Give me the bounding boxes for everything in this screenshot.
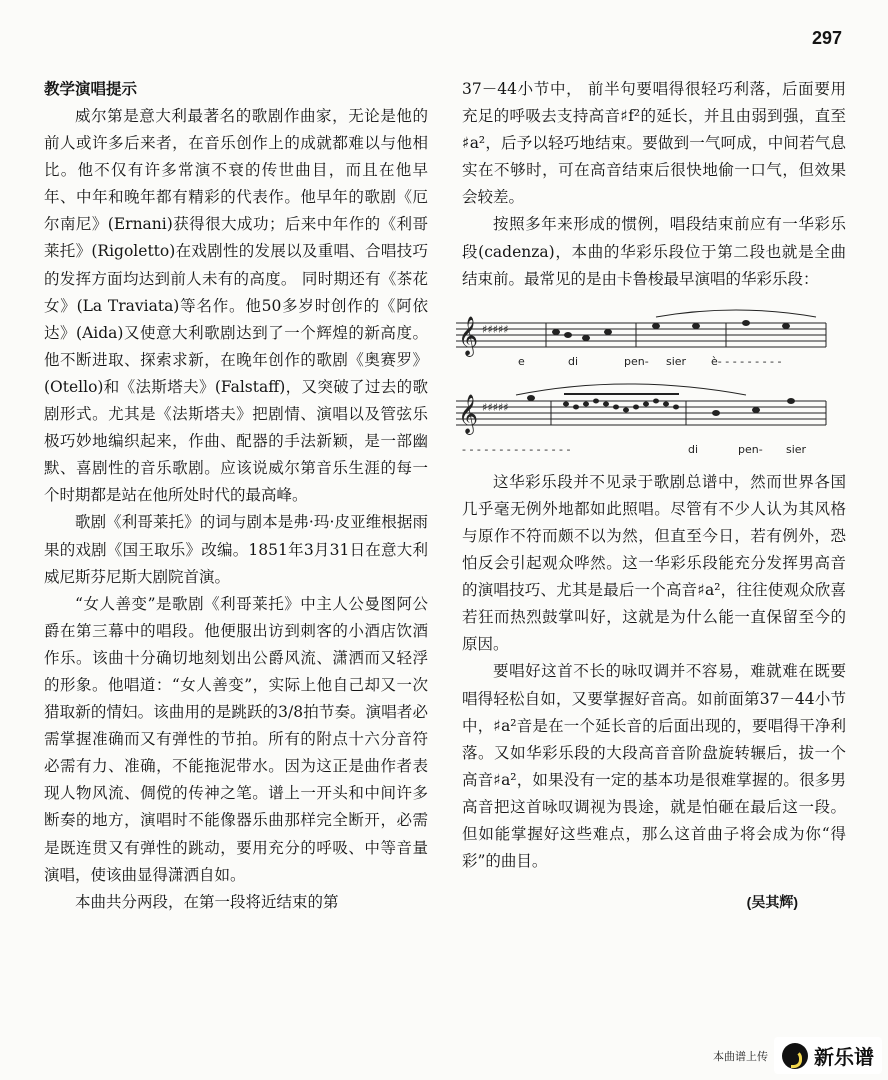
cadenza-notation xyxy=(456,303,836,463)
lyric-syllable: di xyxy=(568,354,579,368)
page-number: 297 xyxy=(811,28,842,48)
svg-text:♯♯♯♯♯: ♯♯♯♯♯ xyxy=(482,400,509,414)
lyric-syllable: di xyxy=(688,442,699,456)
svg-text:𝄞: 𝄞 xyxy=(458,393,479,434)
lyric-syllable: pen- xyxy=(738,442,763,456)
paragraph: 本曲共分两段，在第一段将近结束的第 xyxy=(75,892,339,911)
paragraph: 按照多年来形成的惯例，唱段结束前应有一华彩乐段(cadenza)，本曲的华彩乐段位于第二段也就是全曲结束前。最常见的是由卡鲁梭最早演唱的华彩乐段： xyxy=(462,215,846,288)
lyric-syllable: e xyxy=(518,354,525,368)
paragraph: 这华彩乐段并不见录于歌剧总谱中，然而世界各国几乎毫无例外地都如此照唱。尽管有不少人认为其风格与原作不符而颇不以为然，但直至今日，若有例外，恐怕反会引起观众哗然。这一华彩乐段能充分发挥男高音的演唱技巧、尤其是最后一个高音♯a²，往往使观众欣喜若狂而热烈鼓掌叫好，这就是为什么能一直保留至今的原因。 xyxy=(462,472,846,654)
paragraph: 歌剧《利哥莱托》的词与剧本是弗·玛·皮亚维根据雨果的戏剧《国王取乐》改编。1851年3月31日在意大利威尼斯芬尼斯大剧院首演。 xyxy=(44,513,428,586)
upload-note: 本曲谱上传 xyxy=(713,1050,768,1063)
lyric-syllable: pen- xyxy=(624,354,649,368)
site-logo xyxy=(774,1037,882,1074)
lyric-syllable: - - - - - - - - - - - - - - - xyxy=(462,442,571,456)
svg-text:𝄞: 𝄞 xyxy=(458,315,479,356)
music-note-icon xyxy=(782,1043,808,1069)
svg-text:♯♯♯♯♯: ♯♯♯♯♯ xyxy=(482,322,509,336)
music-score xyxy=(456,303,846,463)
paragraph: 要唱好这首不长的咏叹调并不容易，难就难在既要唱得轻松自如，又要掌握好音高。如前面第37－44小节中，♯a²音是在一个延长音的后面出现的，要唱得干净利落。又如华彩乐段的大段高音音阶盘旋转辗后，拔一个高音♯a²，如果没有一定的基本功是很难掌握的。很多男高音把这首咏叹调视为畏途，就是怕砸在最后这一段。但如能掌握好这些难点，那么这首曲子将会成为你“得彩”的曲目。 xyxy=(462,662,846,871)
lyric-syllable: sier xyxy=(666,354,687,368)
footer-watermark xyxy=(713,1037,882,1074)
left-column xyxy=(44,76,428,916)
right-column xyxy=(458,76,846,916)
paragraph: 威尔第是意大利最著名的歌剧作曲家，无论是他的前人或许多后来者，在音乐创作上的成就都难以与他相比。他不仅有许多常演不衰的传世曲目，而且在他早年、中年和晚年都有精彩的代表作。他早年的歌剧《厄尔南尼》(Ernani)获得很大成功；后来中年作的《利哥莱托》(Rigoletto)在戏剧性的发展以及重唱、合唱技巧的发挥方面均达到前人未有的高度。 同时期还有《茶花女》(La Traviata)等名作。他50多岁时创作的《阿依达》(Aida)又使意大利歌剧达到了一个辉煌的新高度。他不断进取、探索求新，在晚年创作的歌剧《奥赛罗》(Otello)和《法斯塔夫》(Falstaff)，又突破了过去的歌剧形式。尤其是《法斯塔夫》把剧情、演唱以及管弦乐极巧妙地编织起来，作曲、配器的手法新颖，是一部幽默、喜剧性的音乐歌剧。应该说威尔第音乐生涯的每一个时期都是站在他所处时代的最高峰。 xyxy=(44,107,428,505)
paragraph: 37－44小节中， 前半句要唱得很轻巧利落，后面要用充足的呼吸去支持高音♯f²的延长，并且由弱到强，直至♯a²，后予以轻巧地结束。要做到一气呵成，中间若气息实在不够时，可在高音结束后很快地偷一口气，但效果会较差。 xyxy=(462,80,846,207)
lyric-syllable: è- - - - - - - - - xyxy=(711,354,782,368)
author-credit: (吴其辉) xyxy=(746,894,798,911)
logo-text: 新乐谱 xyxy=(814,1045,874,1069)
lyric-syllable: sier xyxy=(786,442,807,456)
paragraph: “女人善变”是歌剧《利哥莱托》中主人公曼图阿公爵在第三幕中的唱段。他便服出访到刺客的小酒店饮酒作乐。该曲十分确切地刻划出公爵风流、潇洒而又轻浮的形象。他唱道：“女人善变”，实际上他自己却又一次猎取新的情妇。该曲用的是跳跃的3/8拍节奏。演唱者必需掌握准确而又有弹性的节拍。所有的附点十六分音符必需有力、准确，不能拖泥带水。因为这正是曲作者表现人物风流、倜傥的传神之笔。谱上一开头和中间许多断奏的地方，演唱时不能像器乐曲那样完全断开，必需是既连贯又有弹性的跳动，要用充分的呼吸、中等音量演唱，使该曲显得潇洒自如。 xyxy=(44,594,428,884)
section-heading: 教学演唱提示 xyxy=(44,81,138,98)
